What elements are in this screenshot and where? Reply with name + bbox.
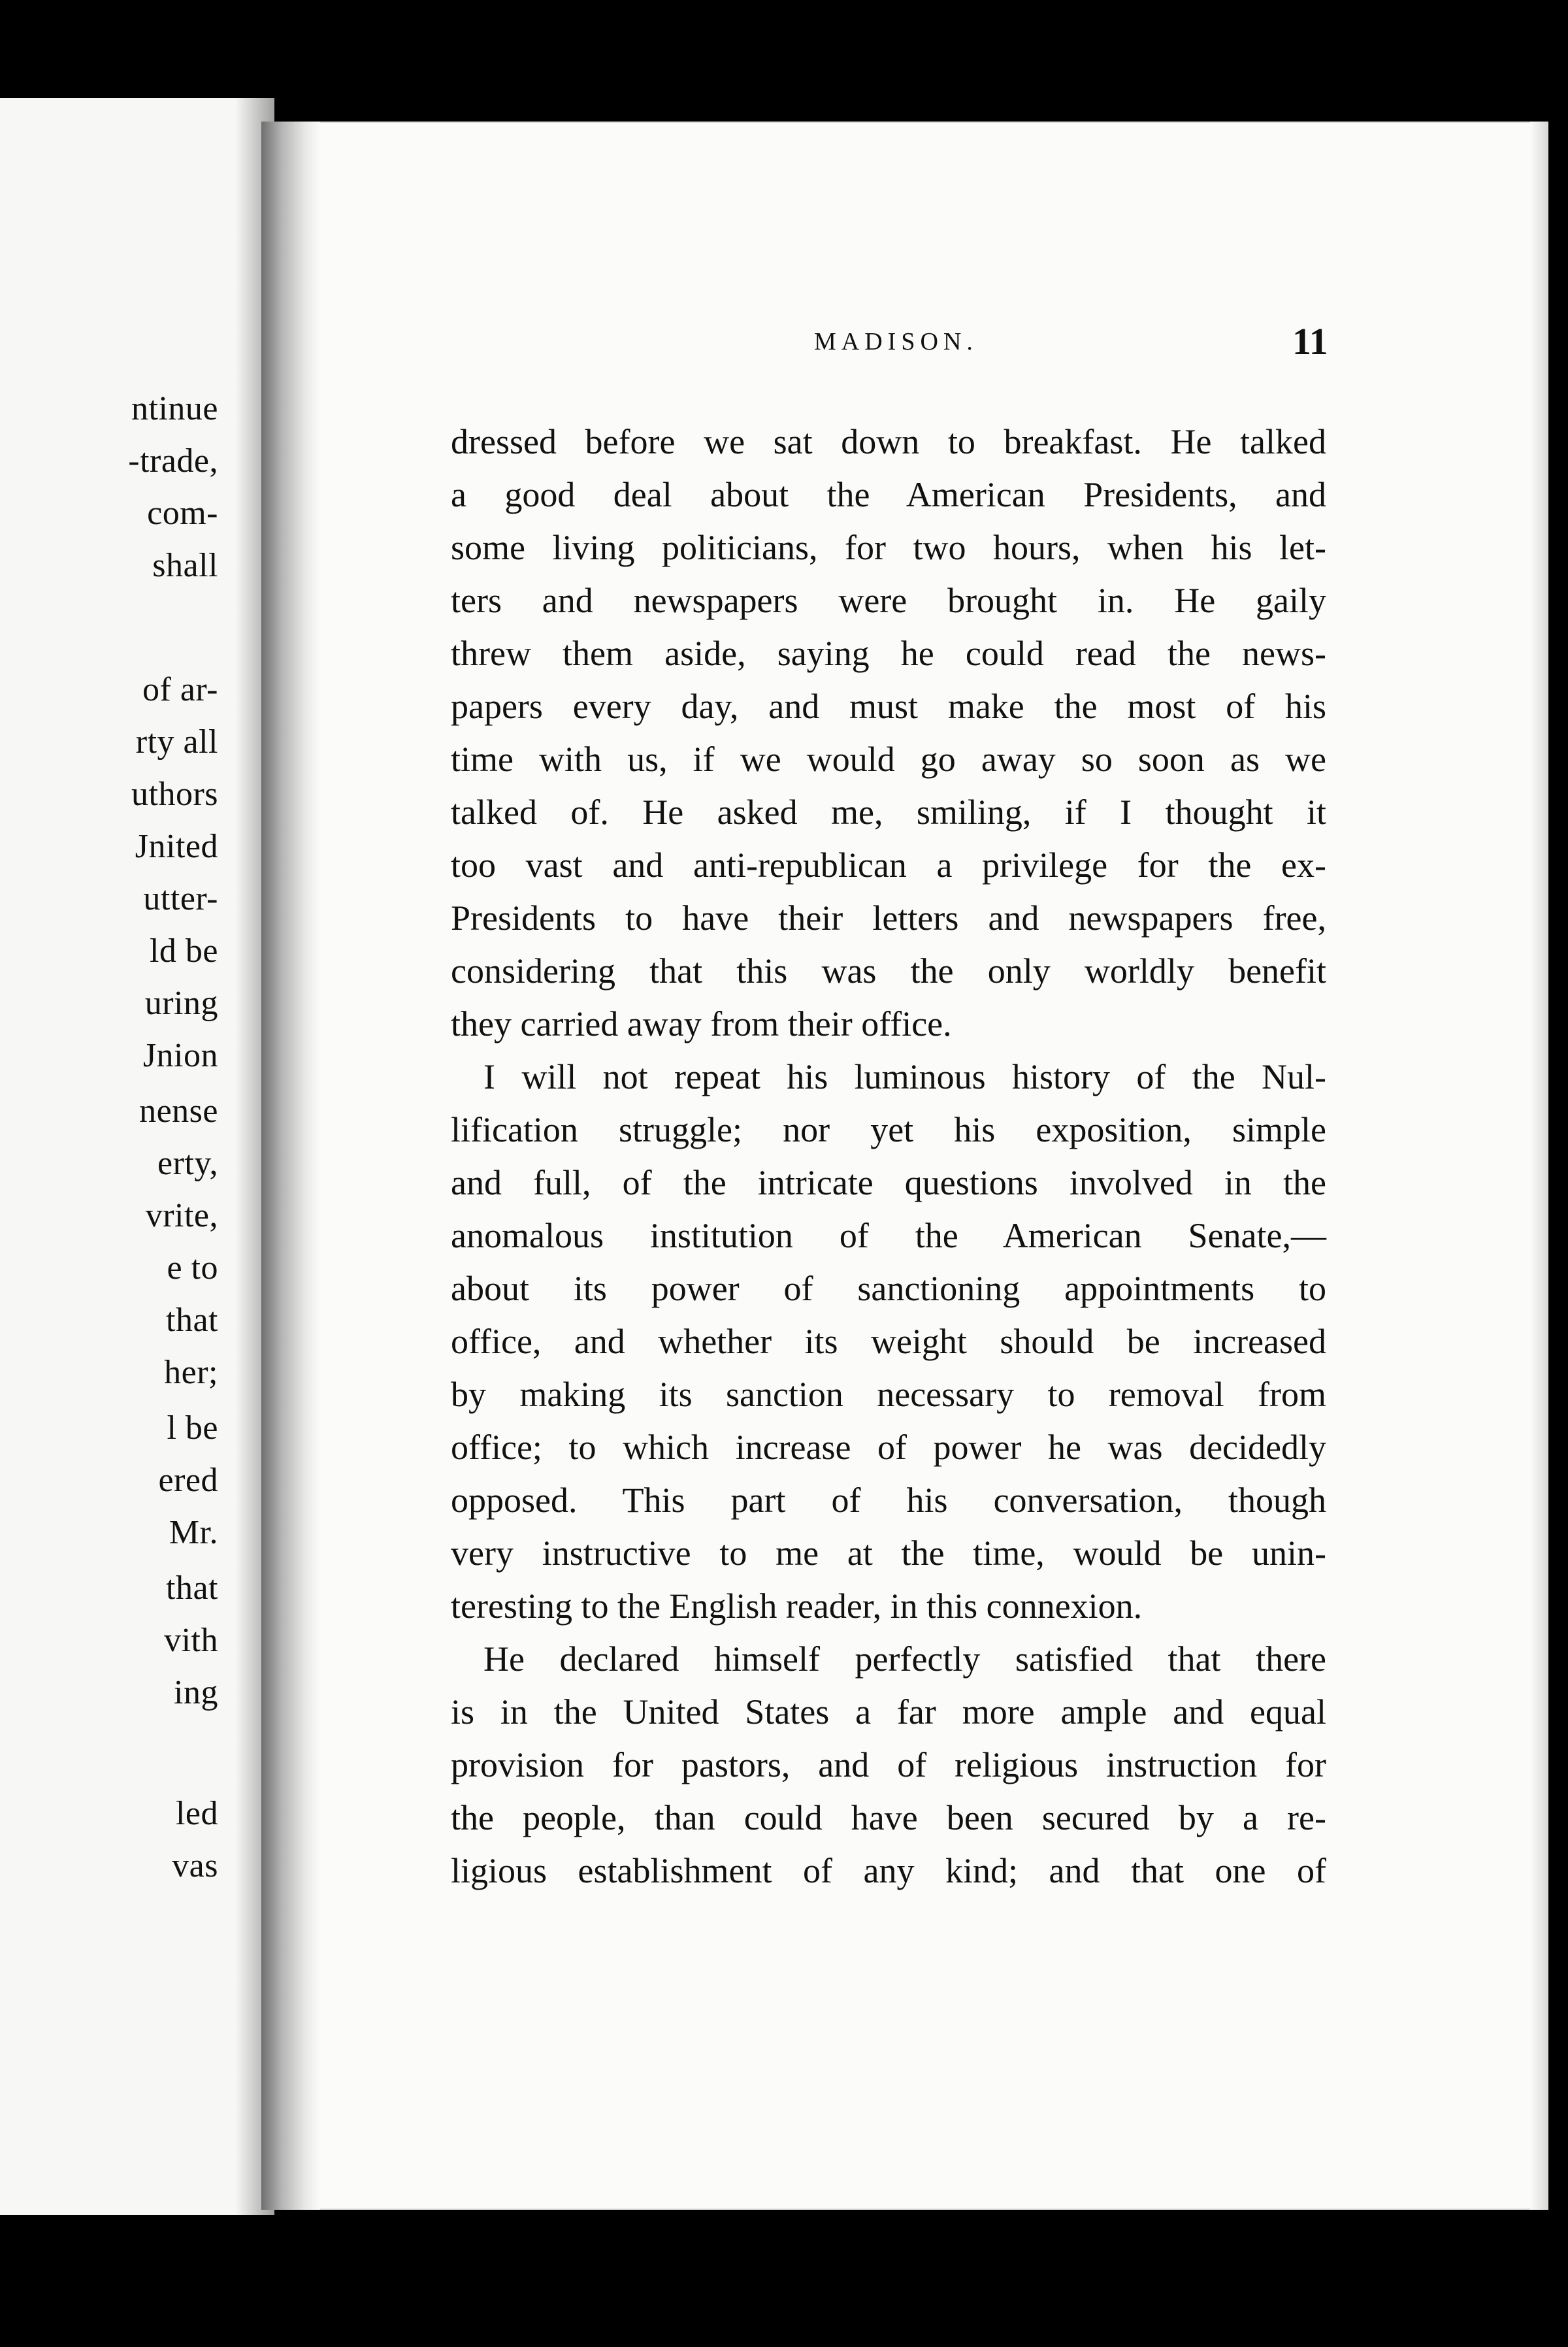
text-line: teresting to the English reader, in this connexion.: [451, 1586, 1143, 1626]
text-line: they carried away from their office.: [451, 1004, 952, 1043]
text-line: is in the United States a far more ample and equal: [451, 1692, 1326, 1732]
text-line: by making its sanction necessary to removal from: [451, 1375, 1326, 1414]
text-line: opposed. This part of his conversation, though: [451, 1481, 1326, 1520]
previous-page-line: ntinue: [131, 390, 218, 427]
text-line: provision for pastors, and of religious instruction for: [451, 1745, 1326, 1784]
page-number: 11: [1292, 320, 1328, 363]
previous-page-line: ing: [174, 1674, 218, 1711]
previous-page-line: com-: [147, 495, 218, 532]
text-line: considering that this was the only worldly benefit: [451, 951, 1326, 991]
text-line: Presidents to have their letters and newspapers free,: [451, 898, 1326, 938]
previous-page-line: of ar-: [142, 671, 218, 708]
text-line: dressed before we sat down to breakfast. He talked: [451, 422, 1326, 461]
previous-page-line: l be: [167, 1409, 218, 1447]
previous-page-line: led: [175, 1795, 218, 1832]
previous-page-line: utter-: [143, 880, 218, 917]
previous-page-line: ld be: [149, 932, 218, 970]
previous-page-line: vrite,: [145, 1197, 218, 1234]
previous-page-line: uthors: [131, 776, 218, 813]
previous-page-line: erty,: [157, 1145, 218, 1182]
text-line: about its power of sanctioning appointments to: [451, 1269, 1326, 1308]
previous-page-line: rty all: [135, 723, 218, 761]
text-line: papers every day, and must make the most of his: [451, 687, 1326, 726]
page-body-text: [451, 416, 1326, 1897]
text-line: office, and whether its weight should be increased: [451, 1322, 1326, 1361]
running-head: MADISON.: [814, 328, 978, 355]
text-line: time with us, if we would go away so soon as we: [451, 740, 1326, 779]
previous-page-line: Jnion: [142, 1037, 218, 1074]
text-line: He declared himself perfectly satisfied that there: [483, 1639, 1326, 1679]
text-line: some living politicians, for two hours, when his let-: [451, 528, 1326, 567]
previous-page-line: Jnited: [135, 828, 218, 865]
previous-page-line: ered: [158, 1462, 218, 1499]
text-line: very instructive to me at the time, would be unin-: [451, 1534, 1326, 1573]
text-line: talked of. He asked me, smiling, if I thought it: [451, 793, 1326, 832]
previous-page-line: uring: [144, 985, 218, 1022]
text-line: a good deal about the American Presidents, and: [451, 475, 1326, 514]
previous-page-line: -trade,: [128, 442, 218, 480]
text-line: threw them aside, saying he could read the news-: [451, 634, 1326, 673]
text-line: the people, than could have been secured by a re-: [451, 1798, 1326, 1837]
previous-page-fragment: [0, 98, 274, 2215]
previous-page-line: nense: [139, 1092, 218, 1130]
previous-page-line: e to: [167, 1249, 218, 1287]
previous-page-line: Mr.: [169, 1514, 218, 1551]
text-line: lification struggle; nor yet his exposition, simple: [451, 1110, 1326, 1149]
previous-page-line: vith: [164, 1622, 218, 1659]
previous-page-line: her;: [164, 1354, 218, 1391]
text-line: anomalous institution of the American Senate,—: [451, 1216, 1326, 1255]
text-line: office; to which increase of power he was decidedly: [451, 1428, 1326, 1467]
page-edge: [1530, 122, 1548, 2210]
previous-page-line: that: [166, 1569, 218, 1607]
text-line: ligious establishment of any kind; and that one of: [451, 1851, 1326, 1890]
text-line: ters and newspapers were brought in. He gaily: [451, 581, 1326, 620]
page-spine-shadow: [261, 122, 320, 2210]
text-line: I will not repeat his luminous history of the Nul-: [483, 1057, 1326, 1096]
previous-page-line: shall: [152, 547, 218, 584]
text-line: and full, of the intricate questions involved in the: [451, 1163, 1326, 1202]
previous-page-line: that: [166, 1302, 218, 1339]
text-line: too vast and anti-republican a privilege for the ex-: [451, 845, 1326, 885]
previous-page-line: vas: [172, 1847, 218, 1884]
